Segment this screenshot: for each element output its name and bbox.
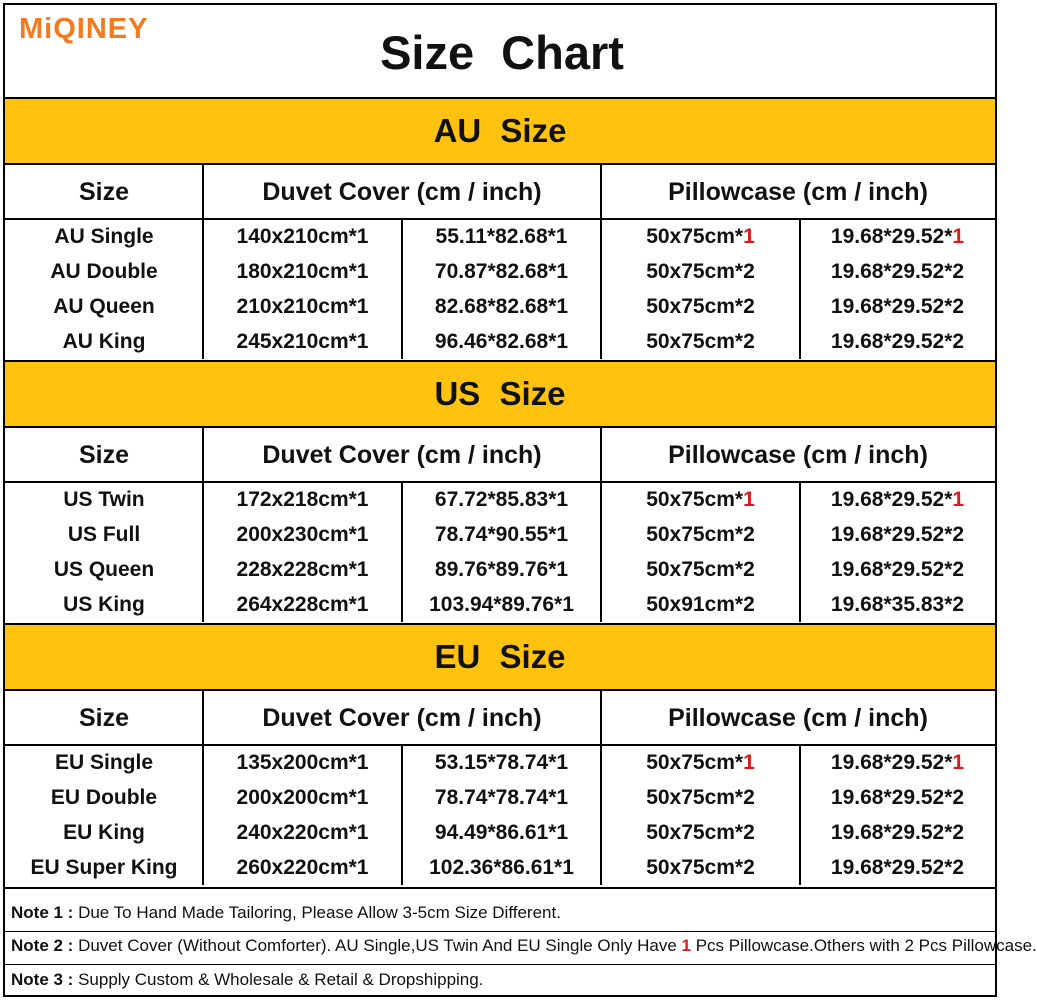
pillow-inch-text: 19.68*29.52*: [830, 855, 953, 879]
row-vline: [600, 745, 602, 780]
pillow-inch-qty: 2: [952, 522, 965, 546]
pillow-cm-text: 50x75cm*: [646, 855, 744, 879]
row-vline: [401, 289, 403, 324]
note-label: Note 3 :: [11, 970, 74, 989]
brand-logo: MiQINEY: [19, 13, 149, 45]
row-vline: [202, 482, 204, 517]
table-row: [5, 219, 995, 254]
row-vline: [202, 745, 204, 780]
row-vline: [600, 780, 602, 815]
row-vline: [600, 815, 602, 850]
row-vline: [401, 517, 403, 552]
pillow-inch-text: 19.68*29.52*: [830, 487, 953, 511]
row-vline: [799, 219, 801, 254]
note-3: [11, 970, 483, 990]
row-vline: [202, 254, 204, 289]
pillow-inch-cell: [800, 289, 995, 324]
row-vline: [202, 552, 204, 587]
row-vline: [401, 254, 403, 289]
size-name-cell: AU King: [62, 329, 146, 353]
row-vline: [401, 780, 403, 815]
table-row: [5, 850, 995, 885]
table-row: [5, 482, 995, 517]
row-vline: [600, 587, 602, 622]
pillow-cm-text: 50x75cm*: [646, 329, 744, 353]
us-header-vline: [202, 428, 204, 482]
row-vline: [799, 324, 801, 359]
pillow-inch-qty: 2: [952, 820, 965, 844]
duvet-cm-cell: 228x228cm*1: [236, 557, 369, 581]
duvet-cm-cell: 260x220cm*1: [236, 855, 369, 879]
pillow-inch-qty: 2: [952, 592, 965, 616]
note-label: Note 2 :: [11, 936, 74, 955]
us-size-header: Size: [78, 440, 130, 469]
duvet-cm-cell: 264x228cm*1: [236, 592, 369, 616]
au-header-vline: [202, 165, 204, 219]
size-name-cell: AU Double: [50, 259, 158, 283]
size-name-cell: EU King: [63, 820, 145, 844]
pillow-inch-cell: [800, 517, 995, 552]
pillow-inch-qty: 1: [952, 487, 965, 511]
table-row: [5, 289, 995, 324]
pillow-inch-qty: 2: [952, 259, 965, 283]
size-name-cell: US Full: [67, 522, 141, 546]
pillow-inch-cell: [800, 745, 995, 780]
pillow-inch-text: 19.68*29.52*: [830, 557, 953, 581]
pillow-cm-cell: [601, 850, 800, 885]
au-pillowcase-header: Pillowcase (cm / inch): [668, 177, 928, 206]
table-row: [5, 587, 995, 622]
pillow-cm-cell: [601, 482, 800, 517]
row-vline: [600, 324, 602, 359]
duvet-cm-cell: 172x218cm*1: [236, 487, 369, 511]
pillow-cm-cell: [601, 517, 800, 552]
duvet-inch-cell: 78.74*78.74*1: [434, 785, 569, 809]
note-highlight: 1: [681, 936, 691, 955]
row-vline: [401, 587, 403, 622]
pillow-inch-cell: [800, 219, 995, 254]
pillow-inch-text: 19.68*29.52*: [830, 750, 953, 774]
eu-header-vline: [600, 691, 602, 745]
note-text: Duvet Cover (Without Comforter). AU Single,US Twin And EU Single Only Have: [78, 936, 677, 955]
pillow-inch-text: 19.68*29.52*: [830, 224, 953, 248]
table-row: [5, 254, 995, 289]
pillow-cm-text: 50x75cm*: [646, 750, 744, 774]
duvet-cm-cell: 140x210cm*1: [236, 224, 369, 248]
duvet-cm-cell: 200x200cm*1: [236, 785, 369, 809]
row-vline: [799, 254, 801, 289]
note-text-after: Pcs Pillowcase.Others with 2 Pcs Pillowcase.: [695, 936, 1037, 955]
duvet-cm-cell: 200x230cm*1: [236, 522, 369, 546]
note-divider: [5, 931, 995, 932]
pillow-inch-text: 19.68*29.52*: [830, 294, 953, 318]
pillow-cm-text: 50x75cm*: [646, 522, 744, 546]
size-name-cell: US Queen: [53, 557, 155, 581]
table-row: [5, 552, 995, 587]
pillow-cm-qty: 2: [743, 259, 755, 283]
pillow-inch-qty: 2: [952, 329, 965, 353]
table-row: [5, 324, 995, 359]
pillow-cm-cell: [601, 324, 800, 359]
row-vline: [799, 482, 801, 517]
size-name-cell: US King: [63, 592, 145, 616]
au-header-vline: [600, 165, 602, 219]
eu-size-header: Size: [78, 703, 130, 732]
row-vline: [600, 254, 602, 289]
pillow-inch-text: 19.68*35.83*: [830, 592, 953, 616]
table-row: [5, 745, 995, 780]
duvet-inch-cell: 82.68*82.68*1: [434, 294, 569, 318]
au-size-band: AU Size: [5, 97, 995, 165]
row-vline: [202, 850, 204, 885]
row-vline: [600, 552, 602, 587]
pillow-inch-cell: [800, 552, 995, 587]
us-header-vline: [600, 428, 602, 482]
pillow-inch-text: 19.68*29.52*: [830, 259, 953, 283]
pillow-inch-cell: [800, 850, 995, 885]
row-vline: [401, 815, 403, 850]
row-vline: [600, 482, 602, 517]
duvet-cm-cell: 135x200cm*1: [236, 750, 369, 774]
duvet-inch-cell: 53.15*78.74*1: [434, 750, 569, 774]
pillow-inch-cell: [800, 780, 995, 815]
pillow-inch-qty: 2: [952, 294, 965, 318]
pillow-cm-text: 50x75cm*: [646, 487, 744, 511]
duvet-inch-cell: 102.36*86.61*1: [429, 855, 574, 879]
row-vline: [401, 552, 403, 587]
row-vline: [401, 745, 403, 780]
size-name-cell: US Twin: [63, 487, 145, 511]
row-vline: [600, 517, 602, 552]
au-size-header: Size: [78, 177, 130, 206]
eu-header-vline: [202, 691, 204, 745]
row-vline: [202, 219, 204, 254]
duvet-inch-cell: 67.72*85.83*1: [434, 487, 569, 511]
duvet-inch-cell: 94.49*86.61*1: [434, 820, 569, 844]
row-vline: [202, 815, 204, 850]
pillow-cm-qty: 1: [743, 750, 755, 774]
eu-duvet-header: Duvet Cover (cm / inch): [262, 703, 542, 732]
pillow-cm-text: 50x75cm*: [646, 259, 744, 283]
pillow-cm-text: 50x75cm*: [646, 294, 744, 318]
pillow-cm-cell: [601, 780, 800, 815]
note-label: Note 1 :: [11, 903, 74, 922]
size-name-cell: EU Single: [54, 750, 154, 774]
pillow-inch-text: 19.68*29.52*: [830, 785, 953, 809]
us-pillowcase-header: Pillowcase (cm / inch): [668, 440, 928, 469]
pillow-cm-cell: [601, 745, 800, 780]
note-divider: [5, 964, 995, 965]
pillow-cm-text: 50x75cm*: [646, 785, 744, 809]
duvet-inch-cell: 78.74*90.55*1: [434, 522, 569, 546]
pillow-cm-text: 50x75cm*: [646, 224, 744, 248]
pillow-inch-qty: 2: [952, 557, 965, 581]
pillow-inch-qty: 2: [952, 785, 965, 809]
duvet-inch-cell: 89.76*89.76*1: [434, 557, 569, 581]
duvet-inch-cell: 96.46*82.68*1: [434, 329, 569, 353]
row-vline: [799, 815, 801, 850]
note-text: Supply Custom & Wholesale & Retail & Dropshipping.: [78, 970, 484, 989]
duvet-inch-cell: 55.11*82.68*1: [435, 224, 568, 248]
size-name-cell: AU Single: [54, 224, 154, 248]
row-vline: [202, 517, 204, 552]
note-2: [11, 936, 1037, 956]
duvet-inch-cell: 103.94*89.76*1: [429, 592, 574, 616]
pillow-cm-qty: 2: [743, 855, 755, 879]
note-text: Due To Hand Made Tailoring, Please Allow 3-5cm Size Different.: [78, 903, 561, 922]
table-row: [5, 517, 995, 552]
pillow-inch-cell: [800, 482, 995, 517]
row-vline: [401, 482, 403, 517]
row-vline: [401, 219, 403, 254]
duvet-inch-cell: 70.87*82.68*1: [434, 259, 569, 283]
pillow-cm-text: 50x75cm*: [646, 557, 744, 581]
pillow-cm-text: 50x91cm*: [646, 592, 744, 616]
row-vline: [202, 324, 204, 359]
us-size-band: US Size: [5, 360, 995, 428]
pillow-inch-text: 19.68*29.52*: [830, 329, 953, 353]
row-vline: [799, 745, 801, 780]
size-name-cell: EU Double: [50, 785, 158, 809]
row-vline: [799, 552, 801, 587]
pillow-cm-cell: [601, 815, 800, 850]
table-bottom-line: [5, 887, 995, 889]
pillow-cm-cell: [601, 254, 800, 289]
row-vline: [799, 289, 801, 324]
pillow-inch-cell: [800, 324, 995, 359]
pillow-inch-text: 19.68*29.52*: [830, 820, 953, 844]
duvet-cm-cell: 210x210cm*1: [236, 294, 369, 318]
pillow-cm-qty: 1: [743, 487, 755, 511]
pillow-cm-qty: 2: [743, 329, 755, 353]
row-vline: [799, 780, 801, 815]
row-vline: [799, 587, 801, 622]
pillow-cm-qty: 1: [743, 224, 755, 248]
pillow-cm-cell: [601, 587, 800, 622]
row-vline: [600, 850, 602, 885]
eu-pillowcase-header: Pillowcase (cm / inch): [668, 703, 928, 732]
row-vline: [401, 850, 403, 885]
pillow-inch-qty: 2: [952, 855, 965, 879]
eu-size-band: EU Size: [5, 623, 995, 691]
pillow-cm-qty: 2: [743, 557, 755, 581]
table-row: [5, 815, 995, 850]
pillow-cm-qty: 2: [743, 592, 755, 616]
duvet-cm-cell: 240x220cm*1: [236, 820, 369, 844]
pillow-cm-cell: [601, 552, 800, 587]
pillow-cm-qty: 2: [743, 522, 755, 546]
pillow-cm-text: 50x75cm*: [646, 820, 744, 844]
us-duvet-header: Duvet Cover (cm / inch): [262, 440, 542, 469]
pillow-inch-qty: 1: [952, 224, 965, 248]
pillow-inch-text: 19.68*29.52*: [830, 522, 953, 546]
pillow-cm-qty: 2: [743, 294, 755, 318]
pillow-cm-qty: 2: [743, 820, 755, 844]
row-vline: [600, 289, 602, 324]
table-row: [5, 780, 995, 815]
row-vline: [799, 517, 801, 552]
pillow-inch-cell: [800, 587, 995, 622]
row-vline: [799, 850, 801, 885]
row-vline: [600, 219, 602, 254]
row-vline: [202, 587, 204, 622]
au-duvet-header: Duvet Cover (cm / inch): [262, 177, 542, 206]
pillow-cm-qty: 2: [743, 785, 755, 809]
pillow-inch-qty: 1: [952, 750, 965, 774]
size-chart-frame: [3, 3, 1037, 997]
pillow-cm-cell: [601, 219, 800, 254]
pillow-inch-cell: [800, 254, 995, 289]
size-name-cell: EU Super King: [30, 855, 178, 879]
page-title: Size Chart: [380, 26, 624, 79]
row-vline: [202, 780, 204, 815]
note-1: [11, 903, 561, 923]
row-vline: [401, 324, 403, 359]
duvet-cm-cell: 245x210cm*1: [236, 329, 369, 353]
size-name-cell: AU Queen: [53, 294, 155, 318]
row-vline: [202, 289, 204, 324]
pillow-cm-cell: [601, 289, 800, 324]
pillow-inch-cell: [800, 815, 995, 850]
duvet-cm-cell: 180x210cm*1: [236, 259, 369, 283]
